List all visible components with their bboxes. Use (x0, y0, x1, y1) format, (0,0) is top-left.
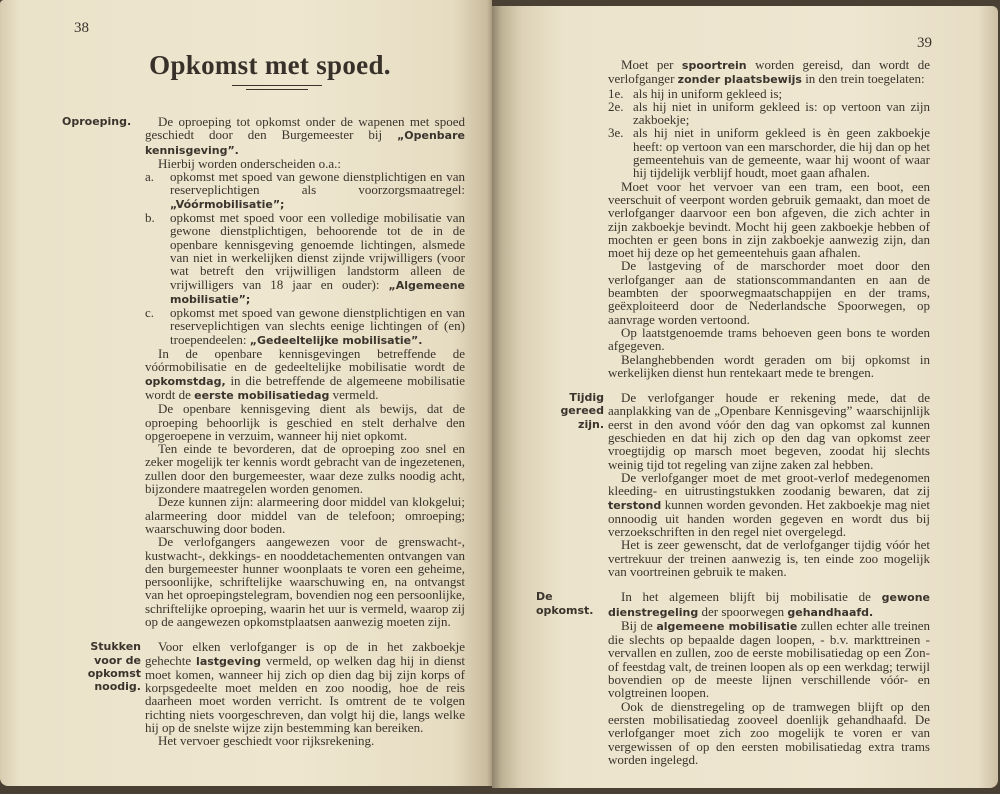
paragraph (608, 58, 930, 87)
bold-text: „Openbare kennisgeving”. (145, 129, 465, 157)
section-body (608, 590, 930, 766)
bold-text: zonder plaatsbewijs (677, 73, 802, 87)
text-run: Deze kunnen zijn: alarmeering door middel van klokgelui; alarmeering door middel van de telefoon; omroeping; waarschuwing door boden. (145, 494, 465, 536)
section-body (608, 58, 930, 379)
paragraph (608, 180, 930, 260)
page-title: Opkomst met spoed. (149, 50, 391, 80)
text-run: als hij in uniform gekleed is; (633, 85, 783, 101)
paragraph (145, 402, 465, 442)
bold-text: gewone dienstregeling (608, 591, 930, 619)
text-run: worden gereisd, dan wordt de verlofganger (608, 57, 930, 87)
section (62, 115, 465, 628)
list-marker: 3e. (608, 125, 624, 141)
bold-text: spoortrein (681, 59, 747, 72)
list-marker: c. (145, 305, 155, 321)
left-page (0, 0, 492, 786)
margin-heading: Tijdig gereed zijn. (560, 391, 604, 431)
text-run: Hierbij worden onderscheiden o.a.: (158, 155, 342, 171)
text-run: De openbare kennisgeving dient als bewijs, dat de oproeping behoorlijk is geschied en stelt derhalve den opgeroepene in verzuim, wanneer hij niet opkomt. (145, 401, 465, 443)
list-marker: 2e. (608, 98, 624, 114)
list-marker: a. (145, 169, 155, 185)
bold-text: gehandhaafd. (787, 605, 874, 619)
paragraph (145, 115, 465, 157)
section (536, 590, 930, 766)
section (62, 640, 465, 747)
text-run: vermeld, op welken dag hij in dienst moet komen, wanneer hij zich op dien dag bij zijn korps of korpsgedeelte moet melden en zoo noodig, hoe de reis daarheen moet worden verricht. Is omtrent de te volgen richting niets voorgeschreven, dan volgt hij die, langs welke hij op de snelste wijze zijn bestemming kan bereiken. (145, 652, 465, 736)
text-run: Ook de dienstregeling op de tramwegen blijft op den eersten mobilisatiedag zooveel doenlijk gehandhaafd. De verlofganger moet zich zoo mogelijk te voren er van vergewissen of op den eersten mobilisatiedag extra trams worden ingelegd. (608, 698, 930, 767)
text-run: Moet per (621, 57, 682, 72)
list-item (608, 100, 930, 127)
list-item (608, 126, 930, 179)
margin-heading: De opkomst. (536, 590, 594, 617)
bold-text: „Gedeeltelijke mobilisatie”. (249, 333, 423, 347)
text-run: De verlofganger houde er rekening mede, dat de aanplakking van de „Openbare Kennisgeving” waarschijnlijk eerst in den avond vóór den dag van opkomst zal kunnen geschieden en dat hij zich op den dag van opkomst zeer vroegtijdig op marsch moet begeven, zoodat hij slechts weinig tijd tot regeling van zijne zaken zal hebben. (608, 390, 930, 472)
page-number: 38 (74, 20, 89, 36)
text-run: als hij niet in uniform gekleed is: op vertoon van zijn zakboekje; (633, 98, 930, 128)
right-page (492, 6, 998, 788)
paragraph (145, 157, 465, 170)
list-item (145, 211, 465, 306)
text-run: als hij niet in uniform gekleed is èn geen zakboekje heeft: op vertoon van een marschorder, die hij dan op het gemeentehuis van de gemeente, waar hij woont of waar hij tijdelijk verblijf houdt, moet gaan afhalen. (633, 125, 930, 181)
paragraph (145, 734, 465, 747)
paragraph (608, 700, 930, 766)
list-item (145, 306, 465, 347)
margin-heading: Oproeping. (62, 115, 132, 128)
text-run: Het is zeer gewenscht, dat de verlofganger tijdig vóór het vertrekuur der treinen aanwezig is, ten einde zoo mogelijk van voortreinen gebruik te maken. (608, 537, 930, 579)
paragraph (145, 347, 465, 402)
right-page-text (536, 58, 930, 766)
text-run: in den trein toegelaten: (801, 71, 925, 87)
text-run: De oproeping tot opkomst onder de wapenen met spoed geschiedt door den Burgemeester bij (145, 114, 465, 143)
text-run: vermeld. (329, 386, 379, 402)
text-run: opkomst met spoed voor een volledige mobilisatie van gewone dienstplichtigen, behoorende tot de in de openbare kennisgeving genoemde lichtingen, alsmede van niet in werkelijken dienst zijnde vrijwilligers (voor wat betreft den vrijwilligen landstorm alleen de vrijwilligers van 18 jaar en ouder): (170, 210, 465, 292)
paragraph (145, 495, 465, 535)
bold-text: lastgeving (196, 654, 262, 668)
section (536, 391, 930, 578)
paragraph (608, 471, 930, 538)
paragraph (608, 538, 930, 578)
paragraph (145, 535, 465, 628)
bold-text: opkomstdag, (145, 374, 226, 388)
bold-text: eerste mobilisatiedag (194, 388, 330, 402)
text-run: Het vervoer geschiedt voor rijksrekening. (158, 733, 375, 749)
text-run: zullen echter alle treinen die slechts op bepaalde dagen loopen, - b.v. markttreinen - vervallen en zullen, zoo de eerste mobilisatiedag op een Zon- of feestdag valt, de treinen loopen als op een werkdag; terwijl bovendien op de meeste lijnen verschillende vóór- en volgtreinen loopen. (608, 617, 931, 701)
bold-text: „Vóórmobilisatie”; (170, 197, 285, 211)
list-marker: 1e. (608, 85, 624, 101)
left-page-text (62, 115, 465, 748)
text-run: in die betreffende de algemeene mobilisatie wordt de (145, 372, 465, 402)
text-run: opkomst met spoed van gewone dienstplichtigen en van reserveplichtigen als voorzorgsmaatregel: (170, 169, 465, 198)
section-body (145, 640, 465, 747)
text-run: De verlofganger moet de met groot-verlof medegenomen kleeding- en uitrustingstukken zoodanig bewaren, dat zij (608, 469, 930, 499)
paragraph (608, 353, 930, 380)
text-run: In het algemeen blijft bij mobilisatie de (621, 589, 882, 605)
page-number: 39 (917, 35, 932, 51)
margin-heading: Stukken voor de opkomst noodig. (87, 640, 141, 694)
paragraph (145, 442, 465, 495)
list-item (145, 170, 465, 211)
paragraph (145, 640, 465, 734)
text-run: Voor elken verlofganger is op de in het zakboekje gehechte (145, 639, 465, 668)
paragraph (608, 326, 930, 353)
list-marker: b. (145, 210, 155, 226)
paragraph (608, 590, 930, 619)
text-run: In de openbare kennisgevingen betreffende de vóórmobilisatie en de gedeeltelijke mobilisatie wordt de (145, 346, 465, 375)
text-run: Ten einde te bevorderen, dat de oproeping zoo snel en zeker mogelijk ter kennis wordt gebracht van de ingezetenen, zullen door den burgemeester, waar deze zulks noodig acht, bijzondere maatregelen worden genomen. (145, 441, 465, 497)
bold-text: terstond (608, 498, 662, 512)
section-body (608, 391, 930, 578)
text-run: kunnen worden gevonden. Het zakboekje mag niet onnoodig uit handen worden gegeven en wordt dus bij verzoekschriften in den regel niet overgelegd. (608, 496, 930, 540)
text-run: Moet voor het vervoer van een tram, een boot, een veerschuit of veerpont worden gebruik gemaakt, dan moet de verlofganger daarvoor een bon afgeven, die zich achter in zijn zakboekje bevindt. Mocht hij geen zakboekje hebben of mochten er geen bons in zijn zakboekje aanwezig zijn, dan moet hij deze op het gemeentehuis gaan afhalen. (608, 178, 930, 261)
title-divider (232, 85, 322, 91)
text-run: der spoorwegen (698, 603, 788, 619)
section (536, 58, 930, 379)
paragraph (608, 619, 930, 700)
text-run: Bij de (621, 617, 657, 633)
paragraph (608, 259, 930, 325)
list-item (608, 87, 930, 100)
bold-text: „Algemeene mobilisatie”; (170, 278, 465, 306)
text-run: Belanghebbenden wordt geraden om bij opkomst in werkelijken dienst hun rentekaart mede te brengen. (608, 351, 930, 380)
text-run: De lastgeving of de marschorder moet door den verlofganger aan de stationscommandanten en aan de beambten der spoorwegmaatschappijen en der trams, geëxploiteerd door de Nederlandsche Spoorwegen, op aanvrage worden vertoond. (608, 258, 930, 327)
text-run: De verlofgangers aangewezen voor de grenswacht-, kustwacht-, dekkings- en nooddetachementen ontvangen van den burgemeester hunner woonplaats te voren een geheime, persoonlijke, schriftelijke waarschuwing en, na ontvangst van het oproepingstelegram, bovendien nog een persoonlijke, schriftelijke oproeping, waarin het uur is vermeld, waarop zij op de aangewezen opkomstplaatsen aanwezig moeten zijn. (145, 534, 465, 629)
section-body (145, 115, 465, 628)
text-run: Op laatstgenoemde trams behoeven geen bons te worden afgegeven. (608, 324, 930, 354)
paragraph (608, 391, 930, 471)
bold-text: algemeene mobilisatie (656, 619, 798, 633)
text-run: opkomst met spoed van gewone dienstplichtigen en van reserveplichtigen van slechts eenige lichtingen of (en) troependeelen: (170, 305, 465, 347)
